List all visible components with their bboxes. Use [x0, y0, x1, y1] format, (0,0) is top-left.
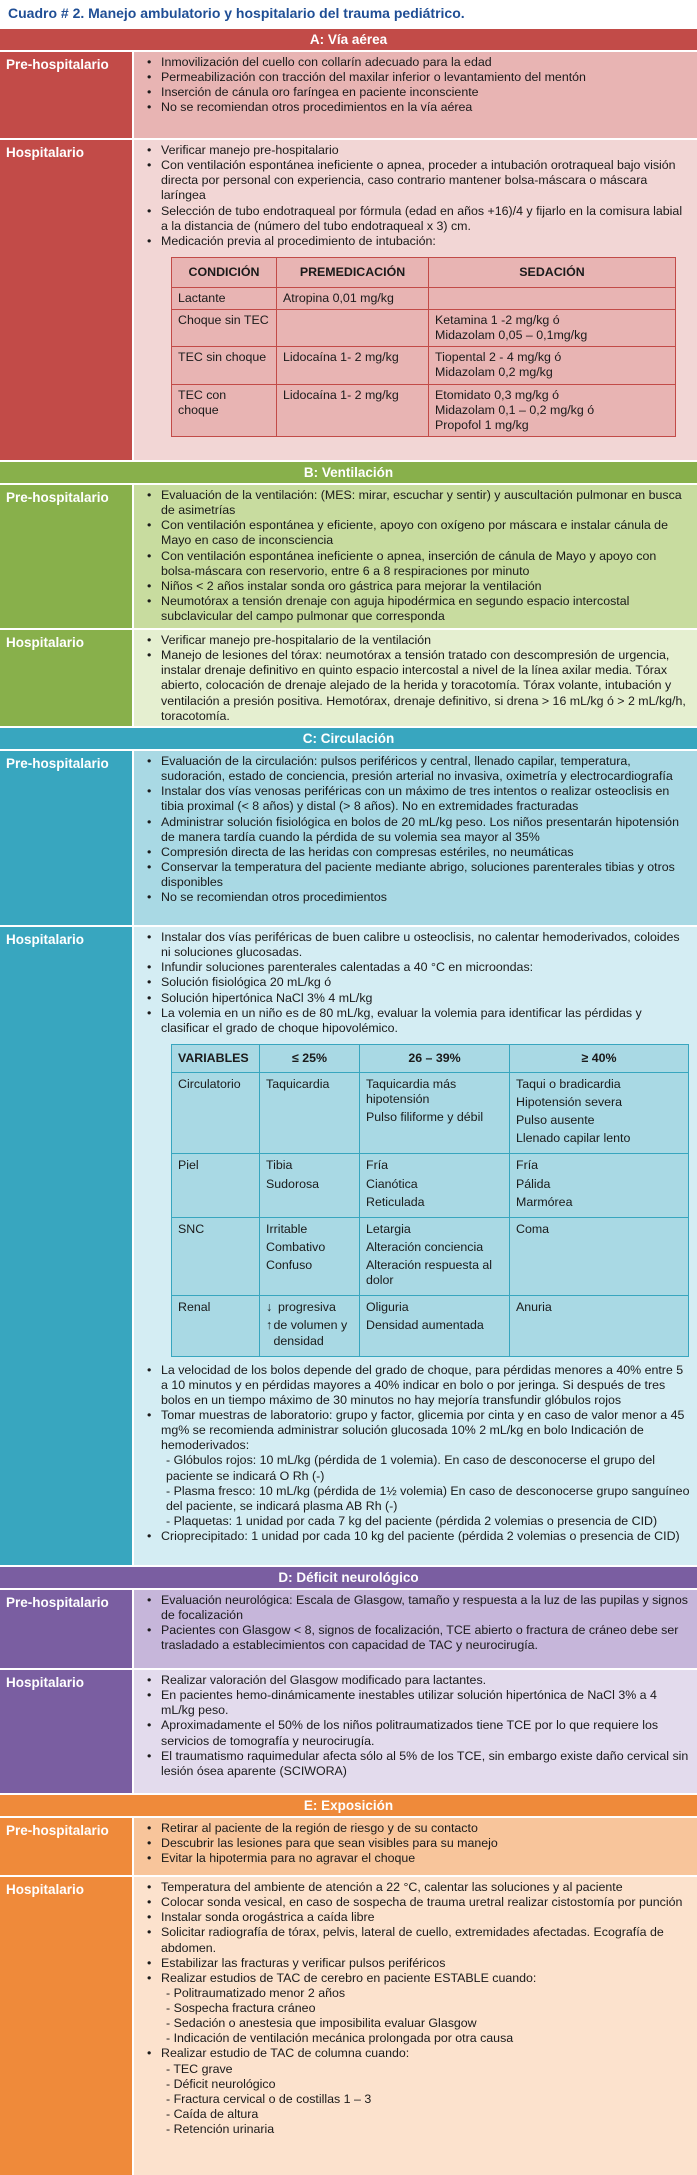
table-cell [260, 1154, 360, 1217]
list-item: • Solución fisiológica 20 mL/kg ó [146, 975, 691, 990]
list-item: • Instalar dos vías venosas periféricas con un máximo de tres intentos o realizar osteoclisis en tibia proximal (< 8 años) y distal (> 8 años). No en extremidades fracturadas [146, 784, 691, 814]
prehospital-row [0, 749, 697, 925]
bullet-list [146, 55, 691, 116]
list-item: • Medicación previa al procedimiento de intubación: [146, 234, 691, 249]
table-cell [260, 1296, 360, 1356]
list-item: • Realizar estudios de TAC de cerebro en paciente ESTABLE cuando: [146, 1971, 691, 1986]
cell-line: Marmórea [516, 1194, 573, 1209]
list-item: • Tomar muestras de laboratorio: grupo y factor, glicemia por cinta y en caso de valor menor a 45 mg% se recomienda administrar solución glucosada 10% 2 mL/kg en bolo Indicación de hemoderivados: [146, 1408, 691, 1453]
list-item: • Evaluación de la ventilación: (MES: mirar, escuchar y sentir) y auscultación pulmonar en busca de asimetrías [146, 488, 691, 518]
table-row [172, 1072, 689, 1154]
bullet-list [146, 1593, 691, 1654]
section-title: B: Ventilación [0, 460, 697, 483]
cell-line: Alteración conciencia [366, 1239, 484, 1254]
list-item: • Con ventilación espontánea ineficiente o apnea, inserción de cánula de Mayo y apoyo con bolsa-máscara con reservorio, entre 6 a 8 respiraciones por minuto [146, 549, 691, 579]
table-cell [360, 1296, 510, 1356]
list-item: • Evitar la hipotermia para no agravar el choque [146, 1851, 691, 1866]
intubation-medication-table [171, 257, 676, 437]
bullet-list [146, 1529, 691, 1544]
hospital-row [0, 1668, 697, 1793]
row-label: Pre-hospitalario [0, 52, 134, 138]
table-header: CONDICIÓN [172, 257, 277, 287]
list-item: • Infundir soluciones parenterales calentadas a 40 °C en microondas: [146, 960, 691, 975]
section-airway [0, 27, 697, 460]
list-item: • Verificar manejo pre-hospitalario [146, 143, 691, 158]
table-cell [260, 1072, 360, 1154]
list-item: • Conservar la temperatura del paciente mediante abrigo, soluciones parenterales tibias y otros disponibles [146, 860, 691, 890]
list-item: - Fractura cervical o de costillas 1 – 3 [166, 2091, 372, 2106]
table-row [172, 310, 676, 347]
table-header: ≤ 25% [260, 1044, 360, 1072]
table-cell [260, 1217, 360, 1296]
hospital-row [0, 628, 697, 726]
list-item: • Administrar solución fisiológica en bolos de 20 mL/kg peso. Los niños presentarán hipotensión de manera tardía cuando la pérdida de su volemia sea mayor al 35% [146, 815, 691, 845]
list-item: • Colocar sonda vesical, en caso de sospecha de trauma uretral realizar cistostomía por punción [146, 1895, 691, 1910]
table-cell: Piel [172, 1154, 260, 1217]
cell-line: Alteración respuesta al dolor [366, 1258, 493, 1288]
table-cell [510, 1072, 689, 1154]
section-title: E: Exposición [0, 1793, 697, 1816]
cell-line: Pálida [516, 1176, 551, 1191]
list-item: • Temperatura del ambiente de atención a 22 °C, calentar las soluciones y al paciente [146, 1880, 691, 1895]
cell-text: de volumen y densidad [273, 1318, 348, 1348]
table-cell: Choque sin TEC [172, 310, 277, 347]
row-label: Hospitalario [0, 630, 134, 726]
table-header: 26 – 39% [360, 1044, 510, 1072]
cell-line: Taqui o bradicardia [516, 1076, 621, 1091]
bullet-list [146, 488, 691, 624]
table-cell: SNC [172, 1217, 260, 1296]
list-item: • En pacientes hemo-dinámicamente inestables utilizar solución hipertónica de NaCl 3% a 4 mL/kg peso. [146, 1688, 691, 1718]
list-item: • Crioprecipitado: 1 unidad por cada 10 kg del paciente (pérdida 2 volemias o presencia de CID) [146, 1529, 691, 1544]
list-item: • Manejo de lesiones del tórax: neumotórax a tensión tratado con descompresión de urgencia, instalar drenaje definitivo en quinto espacio intercostal a nivel de la línea axilar media. Tórax abierto, colocación de drenaje alejado de la herida y toracotomía. Tórax volante, intubación y ventilación a presión positiva. Hemotórax, drenaje definitivo, si drena > 16 mL/kg ó > 2 mL/kg/h, toracotomía. [146, 648, 691, 724]
row-label: Pre-hospitalario [0, 751, 134, 925]
list-item: - Glóbulos rojos: 10 mL/kg (pérdida de 1 volemia). En caso de desconocerse el grupo del paciente se indicará O Rh (-) [166, 1453, 656, 1483]
list-item: • Compresión directa de las heridas con compresas estériles, no neumáticas [146, 845, 691, 860]
bullet-list [146, 930, 691, 1036]
list-item: - Sedación o anestesia que imposibilita evaluar Glasgow [166, 2016, 477, 2031]
document-title: Cuadro # 2. Manejo ambulatorio y hospitalario del trauma pediátrico. [8, 5, 465, 21]
table-cell: Tiopental 2 - 4 mg/kg ó Midazolam 0,2 mg/kg [429, 347, 676, 384]
arrow-up-icon: ↑ [266, 1318, 273, 1333]
cell-line: Letargia [366, 1221, 411, 1236]
bullet-list [146, 1363, 691, 1454]
list-item: - Caída de altura [166, 2106, 259, 2121]
table-cell [360, 1154, 510, 1217]
table-row [172, 1296, 689, 1356]
list-item: - Politraumatizado menor 2 años [166, 1985, 346, 2000]
table-row [172, 347, 676, 384]
table-cell: Lidocaína 1- 2 mg/kg [277, 347, 429, 384]
bullet-list [146, 1821, 691, 1866]
ct-brain-criteria-list [146, 1986, 691, 2047]
cell-line [266, 1300, 353, 1315]
table-header: VARIABLES [172, 1044, 260, 1072]
table-cell: Circulatorio [172, 1072, 260, 1154]
table-cell: Etomidato 0,3 mg/kg ó Midazolam 0,1 – 0,2 mg/kg ó Propofol 1 mg/kg [429, 384, 676, 436]
list-item: - Plasma fresco: 10 mL/kg (pérdida de 1½ volemia) En caso de desconocerse grupo sanguíneo del paciente, se indicará plasma AB Rh (-) [166, 1483, 690, 1513]
bullet-list [146, 1880, 691, 1986]
list-item: • Neumotórax a tensión drenaje con aguja hipodérmica en segundo espacio intercostal subclavicular del campo pulmonar que corresponda [146, 594, 691, 624]
bullet-list [146, 754, 691, 905]
table-cell: TEC sin choque [172, 347, 277, 384]
blood-products-list [146, 1453, 691, 1529]
section-ventilation [0, 460, 697, 726]
list-item: • Niños < 2 años instalar sonda oro gástrica para mejorar la ventilación [146, 579, 691, 594]
cell-line: Densidad aumentada [366, 1318, 484, 1333]
list-item: • Selección de tubo endotraqueal por fórmula (edad en años +16)/4 y fijarlo en la comisura labial a la distancia de (número del tubo endotraqueal x 3) cm. [146, 204, 691, 234]
cell-line: Pulso ausente [516, 1113, 595, 1128]
table-cell: TEC con choque [172, 384, 277, 436]
cell-line [266, 1318, 353, 1348]
table-row [172, 1154, 689, 1217]
list-item: • Realizar valoración del Glasgow modificado para lactantes. [146, 1673, 691, 1688]
list-item: - Retención urinaria [166, 2122, 275, 2136]
section-title: A: Vía aérea [0, 27, 697, 50]
prehospital-row [0, 1588, 697, 1668]
list-item: • Descubrir las lesiones para que sean visibles para su manejo [146, 1836, 691, 1851]
prehospital-row [0, 483, 697, 628]
table-row [172, 287, 676, 309]
table-cell: Lidocaína 1- 2 mg/kg [277, 384, 429, 436]
list-item: • La velocidad de los bolos depende del grado de choque, para pérdidas menores a 40% entre 5 a 10 minutos y en pérdidas mayores a 40% indicar en bolo o por jeringa. Si después de tres bolos en un tiempo máximo de 30 minutos no hay mejoría transfundir glóbulos rojos [146, 1363, 691, 1408]
list-item: - Sospecha fractura cráneo [166, 2001, 316, 2015]
section-title: D: Déficit neurológico [0, 1565, 697, 1588]
table-row [172, 384, 676, 436]
hypovolemic-shock-table [171, 1044, 689, 1357]
list-item: • Pacientes con Glasgow < 8, signos de focalización, TCE abierto o fractura de cráneo debe ser trasladado a establecimientos con capacidad de TAC y neurocirugía. [146, 1623, 691, 1653]
table-cell [510, 1217, 689, 1296]
list-item: • Realizar estudio de TAC de columna cuando: [146, 2046, 691, 2061]
section-neurologic [0, 1565, 697, 1793]
table-cell [360, 1072, 510, 1154]
list-item: • Verificar manejo pre-hospitalario de la ventilación [146, 633, 691, 648]
list-item: • Con ventilación espontánea y eficiente, apoyo con oxígeno por máscara e instalar cánula de Mayo en caso de inconsciencia [146, 518, 691, 548]
list-item: • Evaluación de la circulación: pulsos periféricos y central, llenado capilar, temperatura, sudoración, estado de conciencia, presión arterial no invasiva, oximetría y electrocardiografía [146, 754, 691, 784]
row-label: Pre-hospitalario [0, 485, 134, 628]
cell-line: Hipotensión severa [516, 1095, 623, 1109]
cell-text: progresiva [278, 1300, 336, 1315]
list-item: • Inmovilización del cuello con collarín adecuado para la edad [146, 55, 691, 70]
list-item: • Inserción de cánula oro faríngea en paciente inconsciente [146, 85, 691, 100]
list-item: - Indicación de ventilación mecánica prolongada por otra causa [166, 2031, 514, 2046]
cell-line: Coma [516, 1221, 550, 1236]
cell-line: Cianótica [366, 1176, 418, 1191]
table-header: SEDACIÓN [429, 257, 676, 287]
cell-line: Combativo [266, 1239, 326, 1254]
section-exposure [0, 1793, 697, 2175]
list-item: • Aproximadamente el 50% de los niños politraumatizados tiene TCE por lo que requiere los servicios de tomografía y neurocirugía. [146, 1718, 691, 1748]
list-item: • No se recomiendan otros procedimientos [146, 890, 691, 905]
list-item: • Estabilizar las fracturas y verificar pulsos periféricos [146, 1956, 691, 1971]
cell-line: Fría [366, 1158, 389, 1173]
table-row [172, 1217, 689, 1296]
table-cell [429, 287, 676, 309]
prehospital-row [0, 50, 697, 138]
ct-spine-criteria-list [146, 2062, 691, 2138]
list-item: - Plaquetas: 1 unidad por cada 7 kg del paciente (pérdida 2 volemias o presencia de CID) [166, 1513, 658, 1528]
cell-line: Taquicardia más hipotensión [366, 1076, 457, 1106]
section-circulation [0, 726, 697, 1565]
cell-line: Tibia [266, 1158, 293, 1173]
hospital-row [0, 1875, 697, 2175]
bullet-list [146, 143, 691, 249]
table-header: ≥ 40% [510, 1044, 689, 1072]
bullet-list [146, 633, 691, 724]
cell-line: Fría [516, 1158, 539, 1173]
row-label: Hospitalario [0, 927, 134, 1565]
table-cell [510, 1154, 689, 1217]
list-item: • Retirar al paciente de la región de riesgo y de su contacto [146, 1821, 691, 1836]
hospital-row [0, 925, 697, 1565]
row-label: Hospitalario [0, 1670, 134, 1793]
list-item: • Permeabilización con tracción del maxilar inferior o levantamiento del mentón [146, 70, 691, 85]
table-cell: Atropina 0,01 mg/kg [277, 287, 429, 309]
bullet-list [146, 1673, 691, 1779]
row-label: Hospitalario [0, 1877, 134, 2175]
cell-line: Sudorosa [266, 1176, 320, 1191]
list-item: • No se recomiendan otros procedimientos en la vía aérea [146, 100, 691, 115]
cell-line: Reticulada [366, 1194, 425, 1209]
cell-line: Oliguria [366, 1300, 409, 1315]
list-item: • Solución hipertónica NaCl 3% 4 mL/kg [146, 991, 691, 1006]
list-item: • Instalar dos vías periféricas de buen calibre u osteoclisis, no calentar hemoderivados, coloides ni soluciones glucosadas. [146, 930, 691, 960]
row-label: Pre-hospitalario [0, 1818, 134, 1875]
arrow-down-icon: ↓ [266, 1300, 273, 1315]
table-header: PREMEDICACIÓN [277, 257, 429, 287]
cell-line: Anuria [516, 1300, 552, 1315]
table-cell [277, 310, 429, 347]
cell-line: Pulso filiforme y débil [366, 1110, 484, 1125]
cell-line: Taquicardia [266, 1076, 330, 1091]
list-item: • La volemia en un niño es de 80 mL/kg, evaluar la volemia para identificar las pérdidas y clasificar el grado de choque hipovolémico. [146, 1006, 691, 1036]
table-cell: Lactante [172, 287, 277, 309]
row-label: Hospitalario [0, 140, 134, 460]
list-item: • Evaluación neurológica: Escala de Glasgow, tamaño y respuesta a la luz de las pupilas y signos de focalización [146, 1593, 691, 1623]
cell-line: Llenado capilar lento [516, 1131, 631, 1146]
list-item: - Déficit neurológico [166, 2076, 276, 2091]
list-item: • Con ventilación espontánea ineficiente o apnea, proceder a intubación orotraqueal bajo visión directa por personal con experiencia, caso contrario mantener bolsa-máscara o máscara laríngea [146, 158, 691, 203]
list-item: • Instalar sonda orogástrica a caída libre [146, 1910, 691, 1925]
table-cell: Renal [172, 1296, 260, 1356]
table-cell [360, 1217, 510, 1296]
section-title: C: Circulación [0, 726, 697, 749]
list-item: • Solicitar radiografía de tórax, pelvis, lateral de cuello, extremidades afectadas. Ecografía de abdomen. [146, 1925, 691, 1955]
list-item: - TEC grave [166, 2061, 233, 2076]
list-item: • El traumatismo raquimedular afecta sólo al 5% de los TCE, sin embargo existe daño cervical sin lesión ósea aparente (SCIWORA) [146, 1749, 691, 1779]
cell-line: Irritable [266, 1221, 308, 1236]
table-cell: Ketamina 1 -2 mg/kg ó Midazolam 0,05 – 0,1mg/kg [429, 310, 676, 347]
bullet-list [146, 2046, 691, 2061]
row-label: Pre-hospitalario [0, 1590, 134, 1668]
prehospital-row [0, 1816, 697, 1875]
cell-line: Confuso [266, 1258, 313, 1272]
table-cell [510, 1296, 689, 1356]
hospital-row [0, 138, 697, 460]
